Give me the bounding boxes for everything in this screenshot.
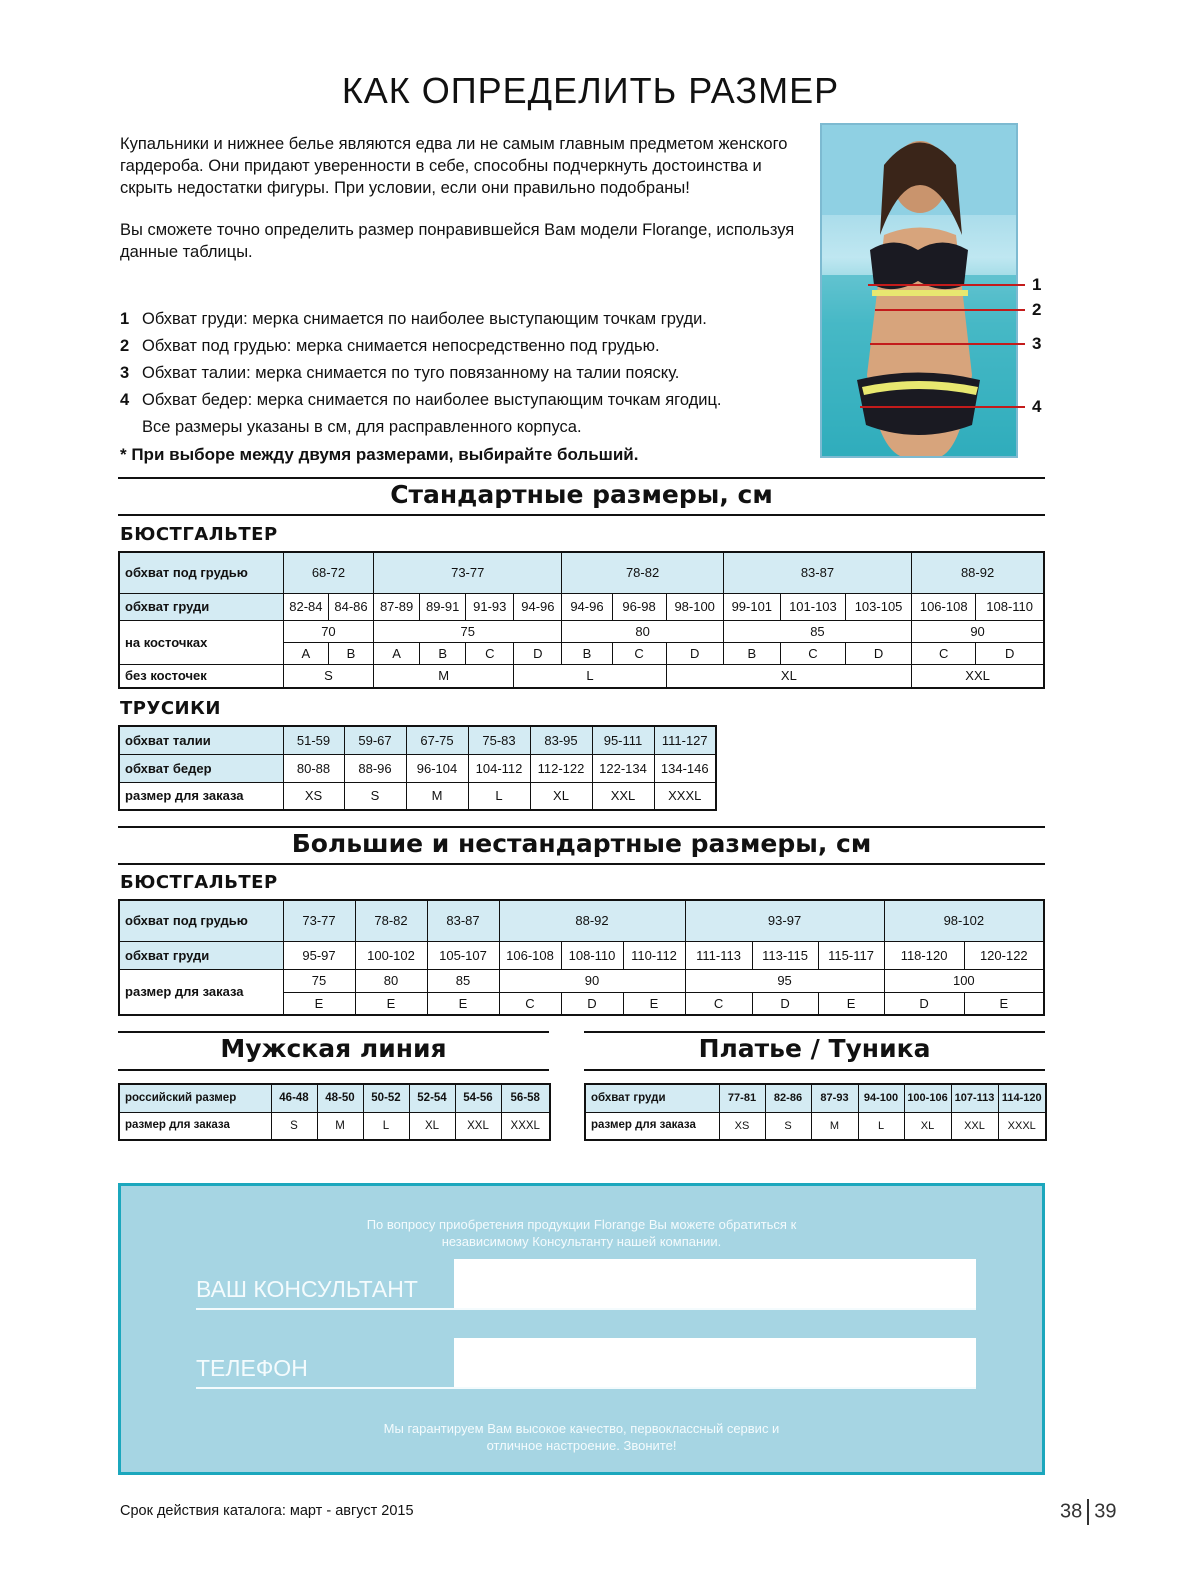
table-cell: XL [666,664,912,688]
phone-underline [196,1387,976,1389]
catalog-validity: Срок действия каталога: март - август 2015 [120,1503,414,1519]
table-row [119,754,716,782]
table-row [119,593,1044,620]
table-cell: XXL [455,1112,501,1140]
measurement-list [120,306,810,469]
table-cell: M [374,664,514,688]
subsection-bra-large: БЮСТГАЛЬТЕР [120,872,278,893]
table-cell: E [427,992,499,1015]
table-cell: 95-111 [592,726,654,754]
table-cell: 111-127 [654,726,716,754]
row-header-cell: российский размер [119,1084,271,1112]
table-cell: E [818,992,884,1015]
table-cell: 46-48 [271,1084,317,1112]
consultant-box [118,1183,1045,1475]
list-item: 2 Обхват под грудью: мерка снимается непосредственно под грудью. [120,337,660,355]
table-cell: 87-89 [374,593,420,620]
table-cell: 73-77 [374,552,562,593]
table-cell: B [562,642,612,664]
table-cell: E [355,992,427,1015]
consultant-underline [196,1308,976,1310]
table-cell: 56-58 [501,1084,550,1112]
contact-intro: По вопросу приобретения продукции Florange Вы можете обратиться к независимому Консультанту нашей компании. [366,1217,797,1249]
table-cell: C [780,642,845,664]
table-cell: 95 [685,969,884,992]
table-cell: 100-102 [355,941,427,969]
table-cell: 80-88 [283,754,344,782]
divider [118,826,1045,828]
table-cell: 83-87 [723,552,911,593]
table-cell: 85 [427,969,499,992]
table-cell: XXXL [654,782,716,810]
table-cell: XXL [912,664,1044,688]
table-cell: S [271,1112,317,1140]
table-cell: 111-113 [685,941,752,969]
table-cell: 99-101 [723,593,780,620]
table-cell: 89-91 [420,593,466,620]
table-cell: 113-115 [752,941,818,969]
table-row [119,552,1044,593]
table-cell: A [283,642,328,664]
row-header-cell: обхват бедер [119,754,283,782]
standard-bra-table [118,551,1045,689]
table-cell: 115-117 [818,941,884,969]
table-cell: 78-82 [355,900,427,941]
table-cell: 52-54 [409,1084,455,1112]
table-cell: 50-52 [363,1084,409,1112]
table-cell: D [845,642,911,664]
table-cell: 88-96 [344,754,406,782]
table-cell: A [374,642,420,664]
table-cell: S [283,664,373,688]
large-bra-table [118,899,1045,1016]
table-cell: 87-93 [811,1084,858,1112]
table-cell: 84-86 [328,593,373,620]
table-cell: XS [283,782,344,810]
table-cell: 77-81 [719,1084,765,1112]
table-cell: L [363,1112,409,1140]
section-title-dress: Платье / Туника [698,1034,931,1063]
table-cell: 70 [283,620,373,642]
marker-label: 1 [1032,275,1042,294]
table-cell: M [317,1112,363,1140]
table-cell: 100-106 [904,1084,951,1112]
table-row [119,1084,550,1112]
consultant-label: ВАШ КОНСУЛЬТАНТ [196,1276,418,1302]
table-cell: 80 [562,620,723,642]
table-cell: XXL [592,782,654,810]
intro-text [120,133,810,283]
table-cell: 106-108 [499,941,561,969]
table-cell: 93-97 [685,900,884,941]
table-cell: XL [409,1112,455,1140]
table-cell: D [561,992,623,1015]
phone-field[interactable] [454,1338,976,1388]
table-row [119,782,716,810]
table-cell: S [765,1112,811,1140]
table-cell: M [811,1112,858,1140]
contact-guarantee: Мы гарантируем Вам высокое качество, первоклассный сервис и отличное настроение. Звоните! [383,1421,780,1453]
table-cell: L [468,782,530,810]
divider [118,477,1045,479]
table-cell: B [420,642,466,664]
row-header-cell: обхват груди [119,941,283,969]
table-row [119,941,1044,969]
table-cell: S [344,782,406,810]
table-row [585,1084,1046,1112]
row-header-cell: без косточек [119,664,283,688]
size-hint: * При выборе между двумя размерами, выбирайте больший. [120,445,639,464]
panties-table [118,725,717,811]
table-cell: 94-96 [562,593,612,620]
table-cell: 96-98 [612,593,666,620]
table-cell: 68-72 [283,552,373,593]
table-cell: E [283,992,355,1015]
row-header-cell: размер для заказа [119,1112,271,1140]
marker-label: 2 [1032,300,1042,319]
table-cell: 80 [355,969,427,992]
page-numbers [1060,1499,1117,1525]
table-cell: 88-92 [912,552,1044,593]
table-cell: 83-87 [427,900,499,941]
table-cell: 48-50 [317,1084,363,1112]
table-cell: 122-134 [592,754,654,782]
table-cell: 75-83 [468,726,530,754]
table-cell: D [976,642,1044,664]
table-cell: C [612,642,666,664]
table-cell: XL [530,782,592,810]
row-header-cell: обхват талии [119,726,283,754]
table-row [119,969,1044,992]
table-cell: 59-67 [344,726,406,754]
table-cell: 100 [884,969,1044,992]
section-title-large: Большие и нестандартные размеры, см [291,829,872,858]
table-cell: 88-92 [499,900,685,941]
table-cell: 82-84 [283,593,328,620]
page-title: КАК ОПРЕДЕЛИТЬ РАЗМЕР [341,70,840,111]
table-cell: 54-56 [455,1084,501,1112]
table-cell: 90 [499,969,685,992]
divider [118,1031,549,1033]
divider [584,1031,1045,1033]
table-cell: 112-122 [530,754,592,782]
table-cell: 103-105 [845,593,911,620]
row-header-cell: размер для заказа [585,1112,719,1140]
table-cell: 108-110 [976,593,1044,620]
table-cell: 108-110 [561,941,623,969]
table-row [585,1112,1046,1140]
table-cell: 95-97 [283,941,355,969]
table-cell: 110-112 [623,941,685,969]
table-cell: 107-113 [951,1084,998,1112]
table-row [119,900,1044,941]
table-cell: E [964,992,1044,1015]
intro-paragraph-2: Вы сможете точно определить размер понравившейся Вам модели Florange, используя данные таблицы. [120,221,795,261]
row-header-cell: обхват под грудью [119,552,283,593]
table-cell: C [499,992,561,1015]
divider [584,1069,1045,1071]
table-cell: 118-120 [884,941,964,969]
table-cell: 91-93 [466,593,514,620]
row-header-cell: размер для заказа [119,782,283,810]
list-item: 3 Обхват талии: мерка снимается по туго повязанному на талии пояску. [120,364,680,382]
phone-label: ТЕЛЕФОН [196,1355,308,1381]
units-note: Все размеры указаны в см, для расправленного корпуса. [142,418,582,436]
table-cell: 78-82 [562,552,723,593]
table-row [119,1112,550,1140]
marker-label: 3 [1032,334,1042,353]
table-cell: 51-59 [283,726,344,754]
table-cell: 94-96 [514,593,562,620]
table-cell: XXXL [998,1112,1046,1140]
table-cell: 105-107 [427,941,499,969]
table-cell: C [466,642,514,664]
table-cell: 114-120 [998,1084,1046,1112]
table-cell: 75 [283,969,355,992]
consultant-field[interactable] [454,1259,976,1309]
table-row [119,726,716,754]
table-cell: 96-104 [406,754,468,782]
divider [118,514,1045,516]
table-cell: C [912,642,976,664]
table-cell: XXXL [501,1112,550,1140]
table-cell: 98-102 [884,900,1044,941]
table-cell: B [328,642,373,664]
table-cell: E [623,992,685,1015]
table-cell: 67-75 [406,726,468,754]
table-cell: XXL [951,1112,998,1140]
row-header-cell: на косточках [119,620,283,664]
page-number-right: 39 [1094,1500,1117,1523]
divider [118,1069,549,1071]
subsection-bra: БЮСТГАЛЬТЕР [120,524,278,545]
men-size-table [118,1083,551,1141]
table-cell: 73-77 [283,900,355,941]
table-cell: 85 [723,620,911,642]
marker-label: 4 [1032,397,1042,416]
section-title-men: Мужская линия [220,1034,447,1063]
table-cell: 82-86 [765,1084,811,1112]
table-cell: 75 [374,620,562,642]
table-row [119,620,1044,642]
row-header-cell: размер для заказа [119,969,283,1015]
table-cell: XL [904,1112,951,1140]
table-cell: D [752,992,818,1015]
table-cell: M [406,782,468,810]
row-header-cell: обхват под грудью [119,900,283,941]
table-cell: D [514,642,562,664]
table-cell: 104-112 [468,754,530,782]
table-cell: 106-108 [912,593,976,620]
intro-paragraph-1: Купальники и нижнее белье являются едва ли не самым главным предметом женского гардероба. Они придают уверенности в себе, способны подчеркнуть достоинства и скрыть недостатки фигуры. При условии, если они правильно подобраны! [120,135,788,197]
section-title-standard: Стандартные размеры, см [390,480,773,509]
row-header-cell: обхват груди [585,1084,719,1112]
table-cell: XS [719,1112,765,1140]
table-cell: 90 [912,620,1044,642]
table-cell: B [723,642,780,664]
table-cell: D [884,992,964,1015]
table-cell: 94-100 [858,1084,904,1112]
divider [118,863,1045,865]
table-cell: L [514,664,666,688]
list-item: 4 Обхват бедер: мерка снимается по наиболее выступающим точкам ягодиц. [120,391,722,409]
dress-size-table [584,1083,1047,1141]
row-header-cell: обхват груди [119,593,283,620]
table-cell: L [858,1112,904,1140]
table-cell: 83-95 [530,726,592,754]
table-cell: 120-122 [964,941,1044,969]
page-number-left: 38 [1060,1500,1083,1523]
table-cell: 101-103 [780,593,845,620]
list-item: 1 Обхват груди: мерка снимается по наиболее выступающим точкам груди. [120,310,707,328]
table-cell: 98-100 [666,593,723,620]
table-cell: D [666,642,723,664]
subsection-panties: ТРУСИКИ [120,698,221,719]
table-cell: 134-146 [654,754,716,782]
table-cell: C [685,992,752,1015]
table-row [119,664,1044,688]
